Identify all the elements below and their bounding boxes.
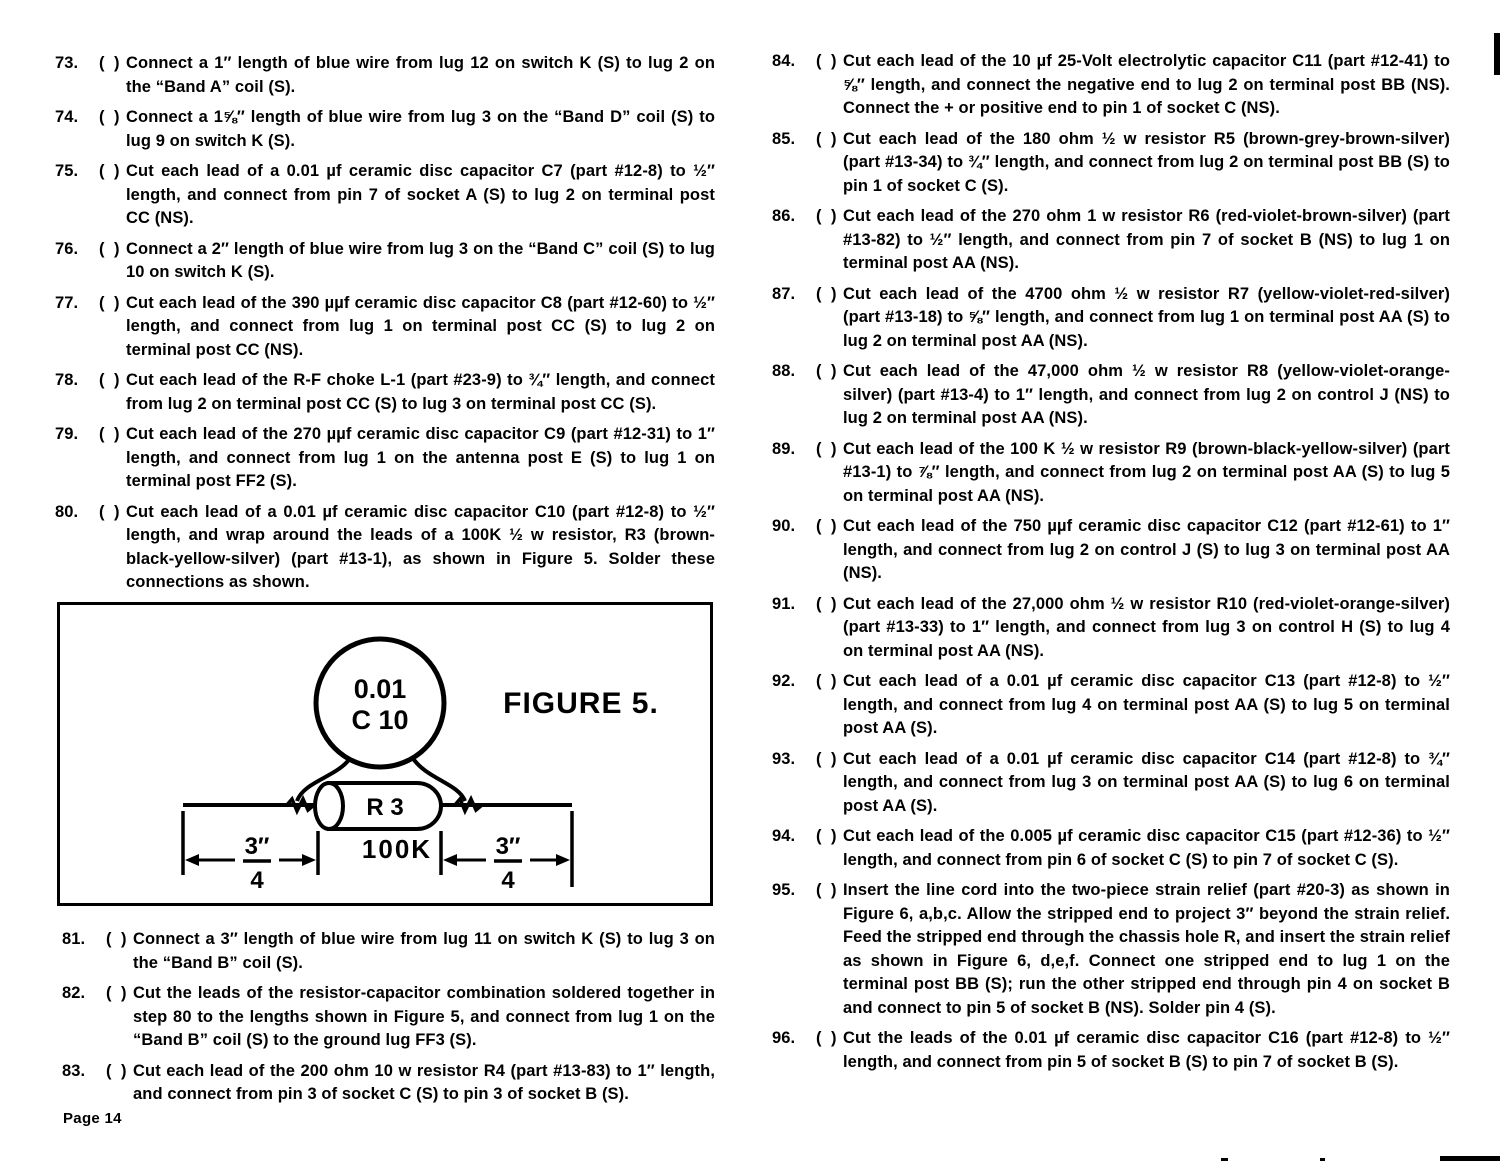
step-checkbox: ( ) <box>99 293 120 312</box>
step-checkbox: ( ) <box>816 672 837 690</box>
step-text: Connect a 2″ length of blue wire from lug 3 on the “Band C” coil (S) to lug 10 on switch K (S). <box>126 239 715 281</box>
scan-artifact-bottom-bar <box>1440 1156 1500 1161</box>
step-text: Cut each lead of the 750 µµf ceramic disc capacitor C12 (part #12-61) to 1″ length, and connect from lug 2 on control J (S) to lug 3 on terminal post AA (NS). <box>843 517 1450 582</box>
step-number: 87. <box>772 284 796 303</box>
step-text: Connect a 1″ length of blue wire from lug 12 on switch K (S) to lug 2 on the “Band A” coil (S). <box>126 54 715 96</box>
resistor-end-cap <box>315 783 343 829</box>
step-text: Insert the line cord into the two-piece strain relief (part #20-3) as shown in Figure 6, a,b,c. Allow the stripped end to project 3″ beyond the strain relief. Feed the stripped end through the chassis hole R, and insert the strain relief as shown in Figure 6, d,e,f. Connect one stripped end to lug 1 on the terminal post BB (S); run the other stripped end through pin 4 on socket B and connect to pin 5 of socket B (NS). Solder pin 4 (S). <box>843 881 1450 1017</box>
figure-5-diagram <box>60 605 710 903</box>
dim-left-denominator: 4 <box>250 867 264 894</box>
right-column-steps <box>772 50 1450 1081</box>
step-text: Cut each lead of a 0.01 µf ceramic disc capacitor C7 (part #12-8) to ½″ length, and connect from pin 7 of socket A (S) to lug 2 on terminal post CC (NS). <box>126 162 715 227</box>
dim-left-numerator: 3″ <box>244 833 270 860</box>
step-text: Cut each lead of the 47,000 ohm ½ w resistor R8 (yellow-violet-orange-silver) (part #13-4) to 1″ length, and connect from lug 2 on control J (NS) to lug 2 on terminal post AA (NS). <box>843 362 1450 427</box>
step-number: 78. <box>55 371 79 389</box>
step-number: 94. <box>772 827 796 845</box>
instruction-step <box>772 128 1450 199</box>
instruction-step <box>772 205 1450 276</box>
step-number: 88. <box>772 362 796 380</box>
step-number: 90. <box>772 517 796 535</box>
step-number: 93. <box>772 749 796 768</box>
step-number: 86. <box>772 207 796 225</box>
figure-label: FIGURE 5. <box>503 687 659 720</box>
capacitor-value-label: 0.01 <box>353 674 407 704</box>
step-checkbox: ( ) <box>99 425 120 443</box>
step-number: 79. <box>55 425 79 443</box>
step-checkbox: ( ) <box>816 439 837 458</box>
step-checkbox: ( ) <box>816 749 837 768</box>
instruction-step <box>772 748 1450 819</box>
dim-arrow-left-in <box>302 854 316 866</box>
resistor-value-label: 100K <box>361 834 433 864</box>
instruction-step <box>772 1027 1450 1074</box>
step-checkbox: ( ) <box>816 284 837 303</box>
step-number: 91. <box>772 594 796 613</box>
instruction-step <box>55 52 715 99</box>
step-text: Cut each lead of the 270 ohm 1 w resistor R6 (red-violet-brown-silver) (part #13-82) to ½″ length, and connect from pin 7 of socket B (NS) to lug 1 on terminal post AA (NS). <box>843 207 1450 272</box>
step-checkbox: ( ) <box>816 594 837 613</box>
step-checkbox: ( ) <box>99 239 120 258</box>
instruction-step <box>55 369 715 416</box>
step-text: Cut each lead of the 27,000 ohm ½ w resistor R10 (red-violet-orange-silver) (part #13-33) to 1″ length, and connect from lug 3 on control H (S) to lug 4 on terminal post AA (NS). <box>843 594 1450 660</box>
instruction-step <box>772 879 1450 1020</box>
left-column-steps-bottom <box>62 928 715 1114</box>
instruction-step <box>62 928 715 975</box>
step-checkbox: ( ) <box>816 207 837 225</box>
step-number: 96. <box>772 1029 796 1047</box>
instruction-step <box>772 360 1450 431</box>
scan-artifact-right-edge <box>1494 33 1500 75</box>
instruction-step <box>772 438 1450 509</box>
instruction-step <box>55 160 715 231</box>
instruction-step <box>772 825 1450 872</box>
step-text: Cut each lead of the 390 µµf ceramic disc capacitor C8 (part #12-60) to ½″ length, and connect from lug 1 on terminal post CC (S) to lug 2 on terminal post CC (NS). <box>126 293 715 359</box>
step-text: Cut each lead of the 4700 ohm ½ w resistor R7 (yellow-violet-red-silver) (part #13-18) to ⅝″ length, and connect from lug 1 on terminal post AA (S) to lug 2 on terminal post AA (NS). <box>843 284 1450 350</box>
step-text: Connect a 1⅝″ length of blue wire from lug 3 on the “Band D” coil (S) to lug 9 on switch K (S). <box>126 108 715 150</box>
step-checkbox: ( ) <box>816 517 837 535</box>
instruction-step <box>62 982 715 1053</box>
step-checkbox: ( ) <box>99 502 120 521</box>
step-text: Cut each lead of a 0.01 µf ceramic disc capacitor C10 (part #12-8) to ½″ length, and wrap around the leads of a 100K ½ w resistor, R3 (brown-black-yellow-silver) (part #13-1), as shown in Figure 5. Solder these connections as shown. <box>126 502 715 591</box>
step-checkbox: ( ) <box>99 371 120 389</box>
step-text: Cut each lead of a 0.01 µf ceramic disc capacitor C13 (part #12-8) to ½″ length, and connect from lug 4 on terminal post AA (S) to lug 5 on terminal post AA (S). <box>843 672 1450 737</box>
instruction-step <box>55 292 715 363</box>
step-number: 82. <box>62 984 86 1002</box>
step-number: 92. <box>772 672 796 690</box>
instruction-step <box>62 1060 715 1107</box>
page-number: Page 14 <box>63 1110 122 1127</box>
step-number: 84. <box>772 52 796 70</box>
dim-right-numerator: 3″ <box>495 833 521 860</box>
instruction-step <box>772 50 1450 121</box>
step-number: 83. <box>62 1061 86 1080</box>
instruction-step <box>772 283 1450 354</box>
scan-artifact-dot <box>1221 1158 1228 1161</box>
step-number: 85. <box>772 129 796 148</box>
dim-right-denominator: 4 <box>501 867 515 894</box>
step-text: Cut each lead of the 10 µf 25-Volt electrolytic capacitor C11 (part #12-41) to ⅝″ length, and connect the negative end to lug 2 on terminal post BB (NS). Connect the + or positive end to pin 1 of socket C (NS). <box>843 52 1450 117</box>
step-checkbox: ( ) <box>99 54 120 72</box>
step-checkbox: ( ) <box>99 108 120 126</box>
step-checkbox: ( ) <box>816 129 837 148</box>
left-column-steps-top <box>55 52 715 602</box>
dim-arrow-right-in <box>443 854 457 866</box>
step-number: 75. <box>55 162 79 180</box>
step-text: Cut each lead of the 100 K ½ w resistor R9 (brown-black-yellow-silver) (part #13-1) to ⅞″ length, and connect from lug 2 on terminal post AA (S) to lug 5 on terminal post AA (NS). <box>843 439 1450 505</box>
step-checkbox: ( ) <box>106 1061 127 1080</box>
step-checkbox: ( ) <box>106 930 127 948</box>
step-text: Cut each lead of the 270 µµf ceramic disc capacitor C9 (part #12-31) to 1″ length, and connect from lug 1 on the antenna post E (S) to lug 1 on terminal post FF2 (S). <box>126 425 715 490</box>
instruction-step <box>55 238 715 285</box>
step-number: 74. <box>55 108 79 126</box>
step-checkbox: ( ) <box>816 881 837 899</box>
instruction-step <box>55 501 715 595</box>
step-number: 73. <box>55 54 79 72</box>
step-number: 77. <box>55 293 79 312</box>
instruction-step <box>55 423 715 494</box>
scan-artifact-dot <box>1320 1158 1325 1161</box>
step-number: 76. <box>55 239 79 258</box>
step-text: Cut each lead of the 0.005 µf ceramic disc capacitor C15 (part #12-36) to ½″ length, and connect from pin 6 of socket C (S) to pin 7 of socket C (S). <box>843 827 1450 869</box>
step-number: 81. <box>62 930 86 948</box>
instruction-step <box>772 593 1450 664</box>
step-number: 80. <box>55 502 79 521</box>
step-text: Cut each lead of the 200 ohm 10 w resistor R4 (part #13-83) to 1″ length, and connect from pin 3 of socket C (S) to pin 3 of socket B (S). <box>133 1061 715 1103</box>
step-number: 89. <box>772 439 796 458</box>
instruction-step <box>55 106 715 153</box>
step-checkbox: ( ) <box>816 1029 837 1047</box>
step-text: Cut each lead of the R-F choke L-1 (part #23-9) to ¾″ length, and connect from lug 2 on terminal post CC (S) to lug 3 on terminal post CC (S). <box>126 371 715 413</box>
step-number: 95. <box>772 881 796 899</box>
step-text: Cut each lead of the 180 ohm ½ w resistor R5 (brown-grey-brown-silver) (part #13-34) to ¾″ length, and connect from lug 2 on terminal post BB (S) to pin 1 of socket C (S). <box>843 129 1450 195</box>
instruction-step <box>772 670 1450 741</box>
step-checkbox: ( ) <box>816 362 837 380</box>
figure-5-box <box>57 602 713 906</box>
step-text: Connect a 3″ length of blue wire from lug 11 on switch K (S) to lug 3 on the “Band B” coil (S). <box>133 930 715 972</box>
step-text: Cut the leads of the resistor-capacitor combination soldered together in step 80 to the lengths shown in Figure 5, and connect from lug 1 on the “Band B” coil (S) to the ground lug FF3 (S). <box>133 984 715 1049</box>
step-checkbox: ( ) <box>99 162 120 180</box>
step-checkbox: ( ) <box>816 52 837 70</box>
step-text: Cut the leads of the 0.01 µf ceramic disc capacitor C16 (part #12-8) to ½″ length, and connect from pin 5 of socket B (S) to pin 7 of socket B (S). <box>843 1029 1450 1071</box>
instruction-step <box>772 515 1450 586</box>
step-text: Cut each lead of a 0.01 µf ceramic disc capacitor C14 (part #12-8) to ¾″ length, and connect from lug 3 on terminal post AA (S) to lug 6 on terminal post AA (S). <box>843 749 1450 815</box>
step-checkbox: ( ) <box>106 984 127 1002</box>
capacitor-ref-label: C 10 <box>351 705 409 735</box>
resistor-ref-label: R 3 <box>366 794 404 821</box>
step-checkbox: ( ) <box>816 827 837 845</box>
dim-arrow-right-out <box>556 854 570 866</box>
dim-arrow-left-out <box>185 854 199 866</box>
